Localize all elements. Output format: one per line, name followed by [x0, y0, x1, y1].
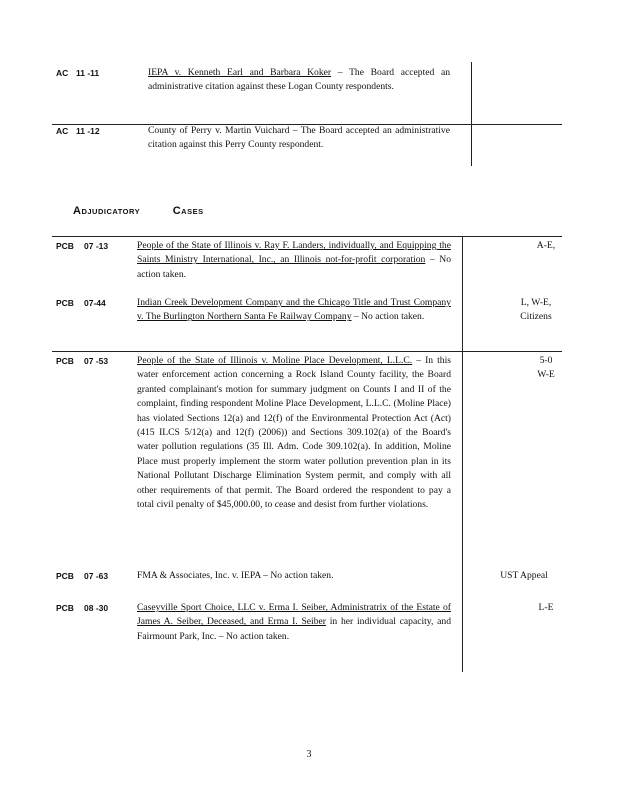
divider	[52, 236, 562, 237]
case-description	[137, 296, 451, 325]
case-title: Indian Creek Development Company and the Chicago Title and Trust Company v. The Burlington Northern Santa Fe Railway Company	[137, 297, 451, 323]
table-row	[56, 66, 566, 126]
case-title: People of the State of Illinois v. Ray F. Landers, individually, and Equipping the Saints Ministry International, Inc., an Illinois not-for-profit corporation	[137, 240, 451, 266]
case-status: UST Appeal	[500, 570, 548, 581]
case-status: 5-0 W-E	[537, 355, 555, 381]
case-description	[148, 124, 450, 153]
page-number: 3	[306, 749, 312, 760]
case-status: A-E,	[536, 240, 556, 251]
docket-number: 07 -13	[84, 241, 109, 251]
case-description	[137, 354, 451, 512]
divider	[52, 351, 562, 352]
case-text: – No action taken.	[137, 254, 452, 280]
case-text: FMA & Associates, Inc. v. IEPA – No action taken.	[137, 570, 334, 581]
case-type: PCB	[56, 603, 74, 613]
case-status: L, W-E, Citizens	[520, 297, 552, 323]
case-type: PCB	[56, 298, 74, 308]
case-title: Caseyville Sport Choice, LLC v. Erma I. Seiber, Administratrix of the Estate of James A. Seiber, Deceased, and Erma I. Seiber	[137, 602, 451, 628]
case-description	[137, 569, 451, 583]
case-title: People of the State of Illinois v. Moline Place Development, L.L.C.	[137, 355, 413, 366]
section-heading: ADJUDICATORY CASES	[73, 205, 204, 217]
case-text: in her individual capacity, and Fairmount Park, Inc. – No action taken.	[137, 616, 451, 642]
docket-number: 07 -53	[84, 356, 109, 366]
case-text: – In this water enforcement action concerning a Rock Island County facility, the Board granted complainant's motion for summary judgment on Counts I and II of the complaint, finding respondent Moline Place Development, L.L.C. (Moline Place) has violated Sections 12(a) and 12(f) of the Environmental Protection Act (Act) (415 ILCS 5/12(a) and 12(f) (2006)) and Sections 309.102(a) of the Board's water pollution regulations (35 Ill. Adm. Code 309.102(a). In addition, Moline Place must properly implement the storm water pollution prevention plan in its National Pollutant Discharge Elimination System permit, and comply with all other requirements of that permit. The Board ordered the respondent to pay a total civil penalty of $45,000.00, to cease and desist from further violations.	[137, 355, 452, 511]
case-text: County of Perry v. Martin Vuichard – The Board accepted an administrative citation against this Perry County respondent.	[148, 125, 450, 151]
docket-number: 11 -11	[76, 68, 100, 78]
case-type: PCB	[56, 571, 74, 581]
case-type: AC	[56, 68, 69, 78]
column-divider	[471, 62, 472, 166]
docket-number: 11 -12	[76, 126, 100, 136]
docket-number: 08 -30	[84, 603, 109, 613]
case-description	[137, 601, 451, 644]
column-divider	[462, 236, 463, 672]
case-type: AC	[56, 126, 69, 136]
docket-number: 07 -63	[84, 571, 109, 581]
case-type: PCB	[56, 356, 74, 366]
case-description	[148, 66, 450, 95]
case-status: L-E	[538, 602, 554, 613]
case-text: – The Board accepted an administrative citation against these Logan County respondents.	[148, 67, 451, 93]
table-row	[56, 124, 566, 168]
case-type: PCB	[56, 241, 74, 251]
case-description	[137, 239, 451, 282]
case-text: – No action taken.	[353, 311, 425, 323]
docket-number: 07-44	[84, 298, 106, 308]
case-title: IEPA v. Kenneth Earl and Barbara Koker	[148, 67, 332, 78]
